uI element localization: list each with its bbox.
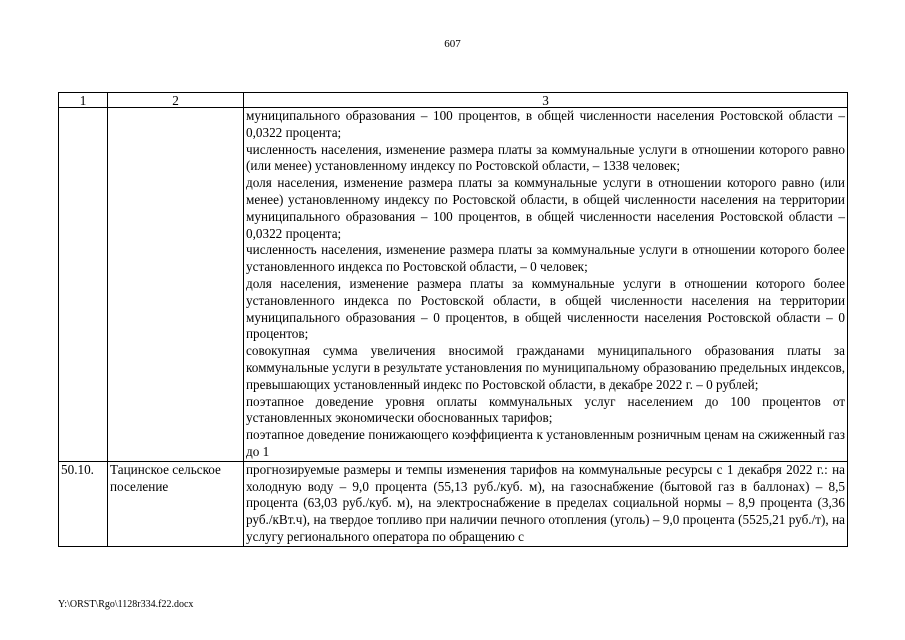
document-table xyxy=(58,92,848,547)
paragraph: доля населения, изменение размера платы за коммунальные услуги в отношении которого более установленного индекса по Ростовской области, в общей численности населения на территории муниципального образования – 0 процентов, в общей численности населения Ростовской области – 0 процентов; xyxy=(246,275,845,342)
paragraph: прогнозируемые размеры и темпы изменения тарифов на коммунальные ресурсы с 1 декабря 2022 г.: на холодную воду – 9,0 процента (55,13 руб./куб. м), на газоснабжение (бытовой газ в баллонах) – 8,5 процента (63,03 руб./куб. м), на электроснабжение в пределах социальной нормы – 8,9 процента (3,36 руб./кВт.ч), на твердое топливо при наличии печного отопления (уголь) – 9,0 процента (5525,21 руб./т), на услугу регионального оператора по обращению с xyxy=(246,461,845,544)
header-col-1: 1 xyxy=(59,93,108,108)
row-number-cell xyxy=(59,108,108,462)
row-content-cell xyxy=(244,108,848,462)
row-content-cell xyxy=(244,461,848,546)
page-number: 607 xyxy=(444,38,461,50)
table-header-row xyxy=(59,93,848,108)
row-number-cell: 50.10. xyxy=(59,461,108,546)
paragraph: поэтапное доведение понижающего коэффициента к установленным розничным ценам на сжиженный газ до 1 xyxy=(246,427,845,459)
table-row xyxy=(59,461,848,546)
paragraph: совокупная сумма увеличения вносимой гражданами муниципального образования платы за коммунальные услуги в результате установления по муниципальному образованию предельных индексов, превышающих установленный индекс по Ростовской области, в декабре 2022 г. – 0 рублей; xyxy=(246,343,845,392)
row-name-cell xyxy=(108,108,244,462)
paragraph: доля населения, изменение размера платы за коммунальные услуги в отношении которого равно (или менее) установленному индексу по Ростовской области, в общей численности населения на территории муниципального образования – 100 процентов, в общей численности населения Ростовской области – 0,0322 процента; xyxy=(246,175,845,241)
header-col-2: 2 xyxy=(108,93,244,108)
header-col-3: 3 xyxy=(244,93,848,108)
paragraph: численность населения, изменение размера платы за коммунальные услуги в отношении которого более установленного индекса по Ростовской области, – 0 человек; xyxy=(246,242,845,275)
paragraph: муниципального образования – 100 процентов, в общей численности населения Ростовской области – 0,0322 процента; xyxy=(246,108,845,140)
footer-file-path: Y:\ORST\Rgo\1128r334.f22.docx xyxy=(58,599,194,610)
paragraph: поэтапное доведение уровня оплаты коммунальных услуг населением до 100 процентов от установленных экономически обоснованных тарифов; xyxy=(246,393,845,426)
paragraph: численность населения, изменение размера платы за коммунальные услуги в отношении которого равно (или менее) установленному индексу по Ростовской области, – 1338 человек; xyxy=(246,141,845,174)
table-row xyxy=(59,108,848,462)
row-name-cell: Тацинское сельское поселение xyxy=(108,461,244,546)
